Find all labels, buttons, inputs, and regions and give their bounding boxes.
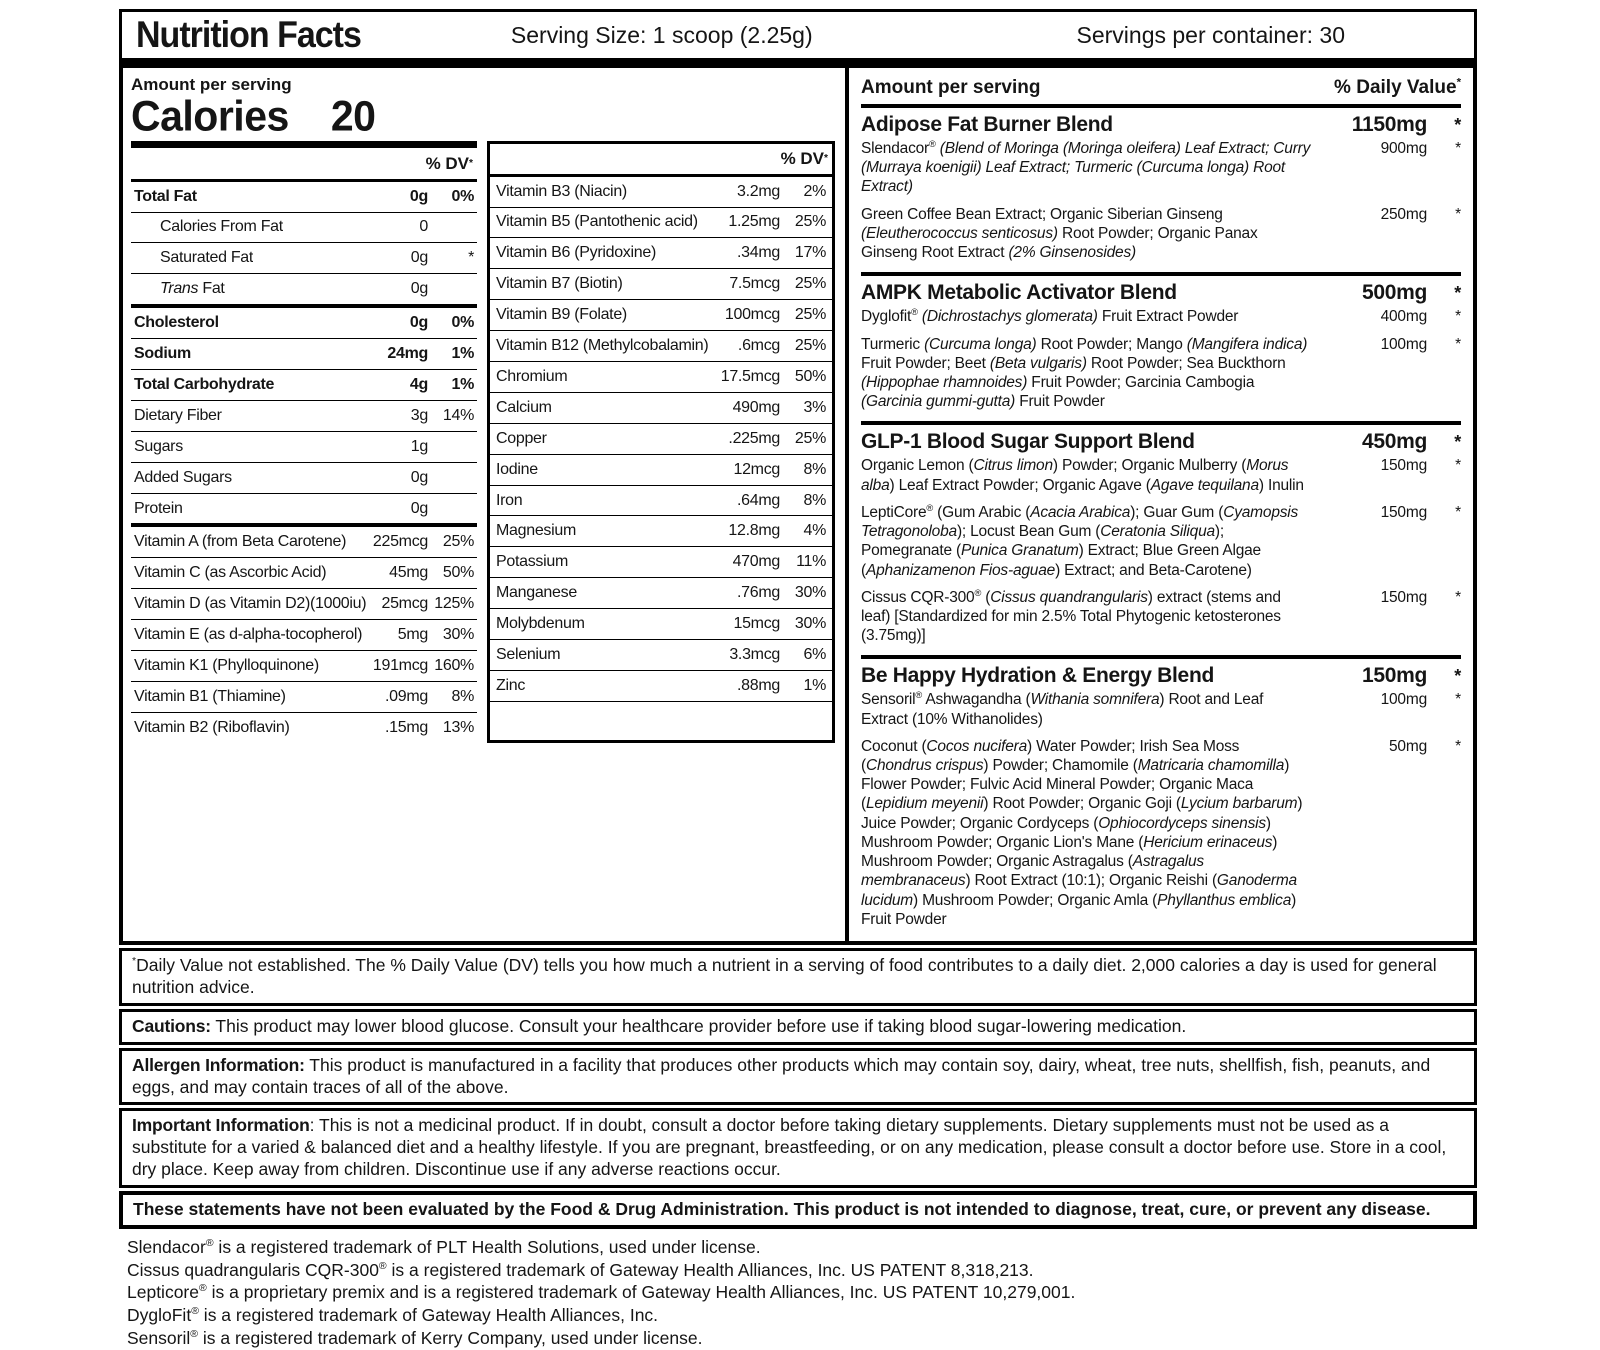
nutrient-name: Vitamin D (as Vitamin D2)(1000iu)	[134, 595, 367, 613]
nutrient-dv: *	[468, 249, 474, 267]
blend-item	[861, 588, 1461, 646]
table-row	[131, 682, 477, 713]
blend-pane-header	[861, 76, 1461, 108]
blend-header	[861, 281, 1461, 305]
blend-item-description: Sensoril® Ashwagandha (Withania somnifera) Root and Leaf Extract (10% Withanolides)	[861, 690, 1264, 728]
nutrient-dv: 6%	[803, 645, 826, 663]
nutrient-dv: 2%	[803, 182, 826, 200]
blend-item	[861, 307, 1461, 326]
nutrient-name: Manganese	[496, 584, 577, 602]
left-rows	[131, 182, 477, 743]
nutrient-amount: 3g	[410, 406, 428, 424]
nutrient-amount: 15mcg	[733, 615, 780, 633]
blend-header	[861, 664, 1461, 688]
nutrient-dv: 30%	[442, 626, 474, 644]
nutrient-amount: .225mg	[728, 429, 780, 447]
blend-name: AMPK Metabolic Activator Blend	[861, 281, 1177, 305]
nutrient-dv: 8%	[451, 687, 474, 705]
trademark-line: Sensoril® is a registered trademark of Kerry Company, used under license.	[127, 1327, 703, 1348]
table-row	[131, 401, 477, 432]
nutrient-dv: 4%	[803, 522, 826, 540]
serving-size: Serving Size: 1 scoop (2.25g)	[510, 21, 813, 48]
blend-item-amount: 100mg	[1380, 335, 1427, 353]
main-panel	[119, 61, 1477, 945]
table-row	[490, 300, 832, 331]
blend-header	[861, 430, 1461, 454]
table-row	[490, 578, 832, 609]
nutrient-dv: 14%	[442, 406, 474, 424]
label-header	[119, 9, 1477, 61]
nutrient-name: Magnesium	[496, 522, 577, 540]
blend-item-dv: *	[1455, 691, 1461, 709]
nutrient-dv: 25%	[794, 306, 826, 324]
nutrient-amount: .34mg	[737, 244, 780, 262]
table-row	[490, 609, 832, 640]
blend-item-amount: 900mg	[1380, 140, 1427, 157]
blend-sections	[861, 108, 1461, 939]
nutrient-dv: 17%	[794, 244, 826, 262]
nutrient-amount: .6mcg	[737, 337, 780, 355]
nutrient-amount: 3.2mg	[737, 182, 780, 200]
blend-amount: 150mg	[1361, 664, 1427, 688]
nutrient-name: Vitamin B3 (Niacin)	[496, 182, 627, 200]
nutrient-name: Vitamin B9 (Folate)	[496, 306, 627, 324]
table-row	[490, 393, 832, 424]
nutrition-facts-title: Nutrition Facts	[136, 13, 361, 55]
nutrient-table-middle	[487, 141, 835, 743]
blend-item	[861, 737, 1461, 929]
blend-item-dv: *	[1455, 335, 1461, 353]
nutrient-dv: 1%	[451, 345, 474, 363]
nutrient-dv: 50%	[442, 564, 474, 582]
blend-item-amount: 150mg	[1380, 588, 1427, 606]
table-row	[490, 671, 832, 702]
nutrient-name: Dietary Fiber	[134, 406, 222, 424]
blend-item-dv: *	[1455, 205, 1461, 223]
calories-value: 20	[330, 91, 376, 140]
nutrient-name: Vitamin E (as d-alpha-tocopherol)	[134, 626, 363, 644]
nutrient-dv: 1%	[803, 676, 826, 694]
blend-item-description: Organic Lemon (Citrus limon) Powder; Organic Mulberry (Morus alba) Leaf Extract Powder; Organic Agave (Agave tequilana) Inulin	[861, 457, 1304, 494]
nutrient-dv: 13%	[442, 718, 474, 736]
important-information-note: Important Information: This is not a medicinal product. If in doubt, consult a doctor before taking dietary supplements. Dietary supplements must not be used as a substitute for a varied & balanced diet and a healthy lifestyle. If you are pregnant, breastfeeding, or on any medication, please consult a doctor before use. Store in a cool, dry place. Keep away from children. Discontinue use if any adverse reactions occur.	[119, 1108, 1477, 1188]
nutrient-name: Iodine	[496, 460, 538, 478]
blend-item-amount: 150mg	[1380, 457, 1427, 475]
daily-value-footnote: *Daily Value not established. The % Daily Value (DV) tells you how much a nutrient in a serving of food contributes to a daily diet. 2,000 calories a day is used for general nutrition advice.	[119, 948, 1477, 1006]
nutrient-amount: 0g	[409, 187, 428, 205]
nutrient-amount: 1g	[410, 437, 428, 455]
blend-item	[861, 456, 1461, 494]
nutrient-amount: 4g	[409, 375, 428, 393]
blend-item-amount: 100mg	[1380, 691, 1427, 709]
nutrient-name: Iron	[496, 491, 523, 509]
blend-amount: 500mg	[1361, 281, 1427, 305]
trademark-line: DygloFit® is a registered trademark of Gateway Health Alliances, Inc.	[127, 1304, 659, 1325]
calories-divider-bar	[131, 141, 477, 148]
blend-item	[861, 205, 1461, 263]
table-row	[490, 208, 832, 239]
blend-item-dv: *	[1455, 308, 1461, 326]
blend-item-description: Slendacor® (Blend of Moringa (Moringa oleifera) Leaf Extract; Curry (Murraya koenigii) Leaf Extract; Turmeric (Curcuma longa) Root Extract)	[861, 138, 1311, 196]
nutrient-amount: 45mg	[389, 564, 428, 582]
nutrient-amount: 0g	[410, 249, 428, 267]
nutrient-amount: .76mg	[737, 584, 780, 602]
table-row	[490, 547, 832, 578]
table-row	[131, 589, 477, 620]
blend-section	[861, 108, 1461, 276]
table-row	[490, 269, 832, 300]
nutrient-pane	[123, 68, 845, 941]
nutrient-name: Potassium	[496, 553, 568, 571]
trademark-line: Lepticore® is a proprietary premix and is a registered trademark of Gateway Health Alliances, Inc. US PATENT 10,279,001.	[127, 1282, 1076, 1303]
nutrient-amount: 0g	[410, 499, 428, 517]
blend-section	[861, 425, 1461, 659]
blend-item-amount: 250mg	[1380, 205, 1427, 223]
blend-dv: *	[1454, 432, 1461, 453]
nutrient-name: Molybdenum	[496, 615, 585, 633]
blend-item-amount: 150mg	[1380, 503, 1427, 521]
table-row	[131, 339, 477, 370]
nutrient-name: Cholesterol	[134, 314, 219, 332]
nutrient-amount: 24mg	[387, 345, 428, 363]
blend-amount: 1150mg	[1351, 113, 1427, 136]
table-row	[131, 243, 477, 274]
blend-item-dv: *	[1455, 140, 1461, 157]
nutrient-amount: 12mcg	[733, 460, 780, 478]
nutrient-name: Saturated Fat	[160, 249, 254, 267]
nutrient-amount: .64mg	[737, 491, 780, 509]
blend-section	[861, 276, 1461, 425]
servings-per-container: Servings per container: 30	[1076, 21, 1345, 48]
blend-item-description: Coconut (Cocos nucifera) Water Powder; Irish Sea Moss (Chondrus crispus) Powder; Chamomile (Matricaria chamomilla) Flower Powder; Fulvic Acid Mineral Powder; Organic Maca (Lepidium meyenii) Root Powder; Organic Goji (Lycium barbarum) Juice Powder; Organic Cordyceps (Ophiocordyceps sinensis) Mushroom Powder; Organic Lion's Mane (Hericium erinaceus) Mushroom Powder; Organic Astragalus (Astragalus membranaceus) Root Extract (10:1); Organic Reishi (Ganoderma lucidum) Mushroom Powder; Organic Amla (Phyllanthus emblica) Fruit Powder	[861, 737, 1303, 928]
table-row	[131, 213, 477, 244]
blend-name: GLP-1 Blood Sugar Support Blend	[861, 430, 1195, 454]
nutrient-amount: 17.5mcg	[720, 367, 780, 385]
nutrient-dv: 0%	[451, 187, 474, 205]
nutrient-dv: 25%	[794, 429, 826, 447]
nutrient-name: Vitamin B1 (Thiamine)	[134, 687, 286, 705]
nutrient-table-left	[131, 141, 477, 743]
nutrient-dv: 30%	[794, 615, 826, 633]
nutrient-amount: .88mg	[737, 676, 780, 694]
blend-item-dv: *	[1455, 737, 1461, 755]
nutrition-facts-label	[119, 9, 1477, 1350]
calories-label: Calories	[131, 91, 289, 140]
table-row	[131, 527, 477, 558]
nutrient-amount: 191mcg	[372, 656, 428, 674]
nutrient-amount: 3.3mcg	[729, 645, 780, 663]
nutrient-amount: 12.8mg	[728, 522, 780, 540]
nutrient-dv: 25%	[442, 533, 474, 551]
nutrient-dv: 8%	[803, 460, 826, 478]
nutrient-amount: 1.25mg	[728, 213, 780, 231]
table-row	[131, 182, 477, 213]
table-row	[490, 640, 832, 671]
blend-item-dv: *	[1455, 588, 1461, 606]
nutrient-name: Total Fat	[134, 187, 197, 205]
blend-dv: *	[1454, 115, 1461, 135]
nutrient-name: Vitamin B7 (Biotin)	[496, 275, 623, 293]
nutrient-name: Vitamin A (from Beta Carotene)	[134, 533, 347, 551]
amount-per-serving-label: Amount per serving	[131, 75, 292, 94]
nutrient-amount: 225mcg	[372, 533, 428, 551]
table-row	[131, 620, 477, 651]
nutrient-name: Total Carbohydrate	[134, 375, 275, 393]
nutrient-amount: 490mg	[732, 398, 780, 416]
nutrient-name: Vitamin B2 (Riboflavin)	[134, 718, 290, 736]
table-row	[131, 308, 477, 339]
table-row	[490, 486, 832, 517]
nutrient-dv: 8%	[803, 491, 826, 509]
nutrient-name: Protein	[134, 499, 183, 517]
trademark-line: Slendacor® is a registered trademark of PLT Health Solutions, used under license.	[127, 1236, 761, 1257]
table-row	[490, 424, 832, 455]
blend-dv: *	[1454, 283, 1461, 304]
nutrient-amount: .09mg	[385, 687, 428, 705]
blend-item	[861, 335, 1461, 412]
nutrient-name: Vitamin B5 (Pantothenic acid)	[496, 213, 698, 231]
nutrient-name: Sugars	[134, 437, 183, 455]
nutrient-dv: 25%	[794, 337, 826, 355]
nutrient-name: Added Sugars	[134, 468, 232, 486]
table-row	[490, 331, 832, 362]
nutrient-amount: 100mcg	[724, 306, 780, 324]
blend-item-amount: 50mg	[1389, 737, 1427, 755]
nutrient-dv: 25%	[794, 275, 826, 293]
nutrient-amount: .15mg	[385, 718, 428, 736]
blend-item-description: Cissus CQR-300® (Cissus quandrangularis) extract (stems and leaf) [Standardized for min 2.5% Total Phytogenic ketosterones (3.75mg)]	[861, 587, 1281, 645]
blend-pane	[845, 68, 1473, 941]
table-row	[490, 362, 832, 393]
blend-item	[861, 503, 1461, 580]
allergen-note: Allergen Information: This product is manufactured in a facility that produces other products which may contain soy, dairy, wheat, tree nuts, shellfish, fish, peanuts, and eggs, and may contain traces of all of the above.	[119, 1048, 1477, 1106]
nutrient-amount: 25mcg	[381, 595, 428, 613]
nutrient-dv: 3%	[803, 398, 826, 416]
mid-dv-header: % DV *	[490, 144, 832, 177]
nutrient-name: Zinc	[496, 676, 526, 694]
cautions-note: Cautions: This product may lower blood glucose. Consult your healthcare provider before use if taking blood sugar-lowering medication.	[119, 1009, 1477, 1045]
nutrient-amount: 0	[419, 218, 428, 236]
nutrient-name: Sodium	[134, 345, 191, 363]
table-row	[490, 177, 832, 208]
blend-section	[861, 659, 1461, 939]
nutrient-amount: 5mg	[397, 626, 428, 644]
blend-amount: 450mg	[1361, 430, 1427, 454]
table-row	[131, 432, 477, 463]
nutrient-dv: 1%	[451, 375, 474, 393]
nutrient-name: Calcium	[496, 398, 552, 416]
nutrient-name: Vitamin C (as Ascorbic Acid)	[134, 564, 327, 582]
nutrient-dv: 160%	[434, 656, 474, 674]
nutrient-dv: 30%	[794, 584, 826, 602]
nutrient-amount: 0g	[409, 314, 428, 332]
blend-item-amount: 400mg	[1380, 308, 1427, 326]
table-row	[131, 274, 477, 308]
blend-item-description: LeptiCore® (Gum Arabic (Acacia Arabica); Guar Gum (Cyamopsis Tetragonoloba); Locust Bean Gum (Ceratonia Siliqua); Pomegranate (Punica Granatum) Extract; Blue Green Algae (Aphanizamenon Fios-aguae) Extract; and Beta-Carotene)	[861, 502, 1299, 579]
nutrient-name: Vitamin B12 (Methylcobalamin)	[496, 337, 709, 355]
nutrient-amount: 470mg	[732, 553, 780, 571]
nutrient-name: Vitamin K1 (Phylloquinone)	[134, 656, 319, 674]
nutrient-dv: 0%	[451, 314, 474, 332]
blend-item	[861, 139, 1461, 197]
blend-daily-value-header: % Daily Value*	[1334, 76, 1461, 98]
nutrient-amount: 0g	[410, 280, 428, 298]
blend-item-description: Turmeric (Curcuma longa) Root Powder; Mango (Mangifera indica) Fruit Powder; Beet (Beta vulgaris) Root Powder; Sea Buckthorn (Hippophae rhamnoides) Fruit Powder; Garcinia Cambogia (Garcinia gummi-gutta) Fruit Powder	[861, 335, 1308, 411]
nutrient-name: Vitamin B6 (Pyridoxine)	[496, 244, 656, 262]
table-row	[131, 558, 477, 589]
calories-row	[131, 91, 835, 140]
nutrient-amount: 0g	[410, 468, 428, 486]
table-row	[131, 494, 477, 528]
trademark-notes	[127, 1237, 1477, 1349]
blend-name: Adipose Fat Burner Blend	[861, 113, 1113, 136]
nutrient-name: Trans Fat	[160, 280, 225, 298]
blend-item-dv: *	[1455, 503, 1461, 521]
mid-rows	[490, 177, 832, 702]
nutrient-dv: 25%	[794, 213, 826, 231]
nutrient-name: Selenium	[496, 645, 561, 663]
table-row	[490, 455, 832, 486]
table-row	[131, 463, 477, 494]
table-row	[131, 651, 477, 682]
blend-dv: *	[1454, 666, 1461, 687]
blend-item	[861, 690, 1461, 728]
nutrient-dv: 125%	[434, 595, 474, 613]
fda-disclaimer: These statements have not been evaluated by the Food & Drug Administration. This product is not intended to diagnose, treat, cure, or prevent any disease.	[119, 1191, 1477, 1229]
nutrient-dv: 11%	[796, 553, 826, 571]
blend-header	[861, 113, 1461, 137]
table-row	[490, 238, 832, 269]
nutrient-name: Calories From Fat	[160, 218, 283, 236]
nutrient-name: Chromium	[496, 367, 568, 385]
table-row	[131, 370, 477, 401]
blend-item-description: Green Coffee Bean Extract; Organic Siberian Ginseng (Eleutherococcus senticosus) Root Powder; Organic Panax Ginseng Root Extract (2% Ginsenosides)	[861, 205, 1258, 262]
table-row	[131, 713, 477, 743]
blend-item-dv: *	[1455, 457, 1461, 475]
nutrient-columns	[131, 141, 835, 743]
trademark-line: Cissus quadrangularis CQR-300® is a registered trademark of Gateway Health Alliances, Inc. US PATENT 8,318,213.	[127, 1259, 1034, 1280]
blend-name: Be Happy Hydration & Energy Blend	[861, 664, 1214, 688]
nutrient-amount: 7.5mcg	[729, 275, 780, 293]
nutrient-dv: 50%	[794, 367, 826, 385]
left-dv-header: % DV *	[131, 149, 477, 182]
nutrient-name: Copper	[496, 429, 547, 447]
blend-amount-per-serving-label: Amount per serving	[861, 77, 1041, 98]
table-row	[490, 516, 832, 547]
blend-item-description: Dyglofit® (Dichrostachys glomerata) Fruit Extract Powder	[861, 307, 1239, 326]
